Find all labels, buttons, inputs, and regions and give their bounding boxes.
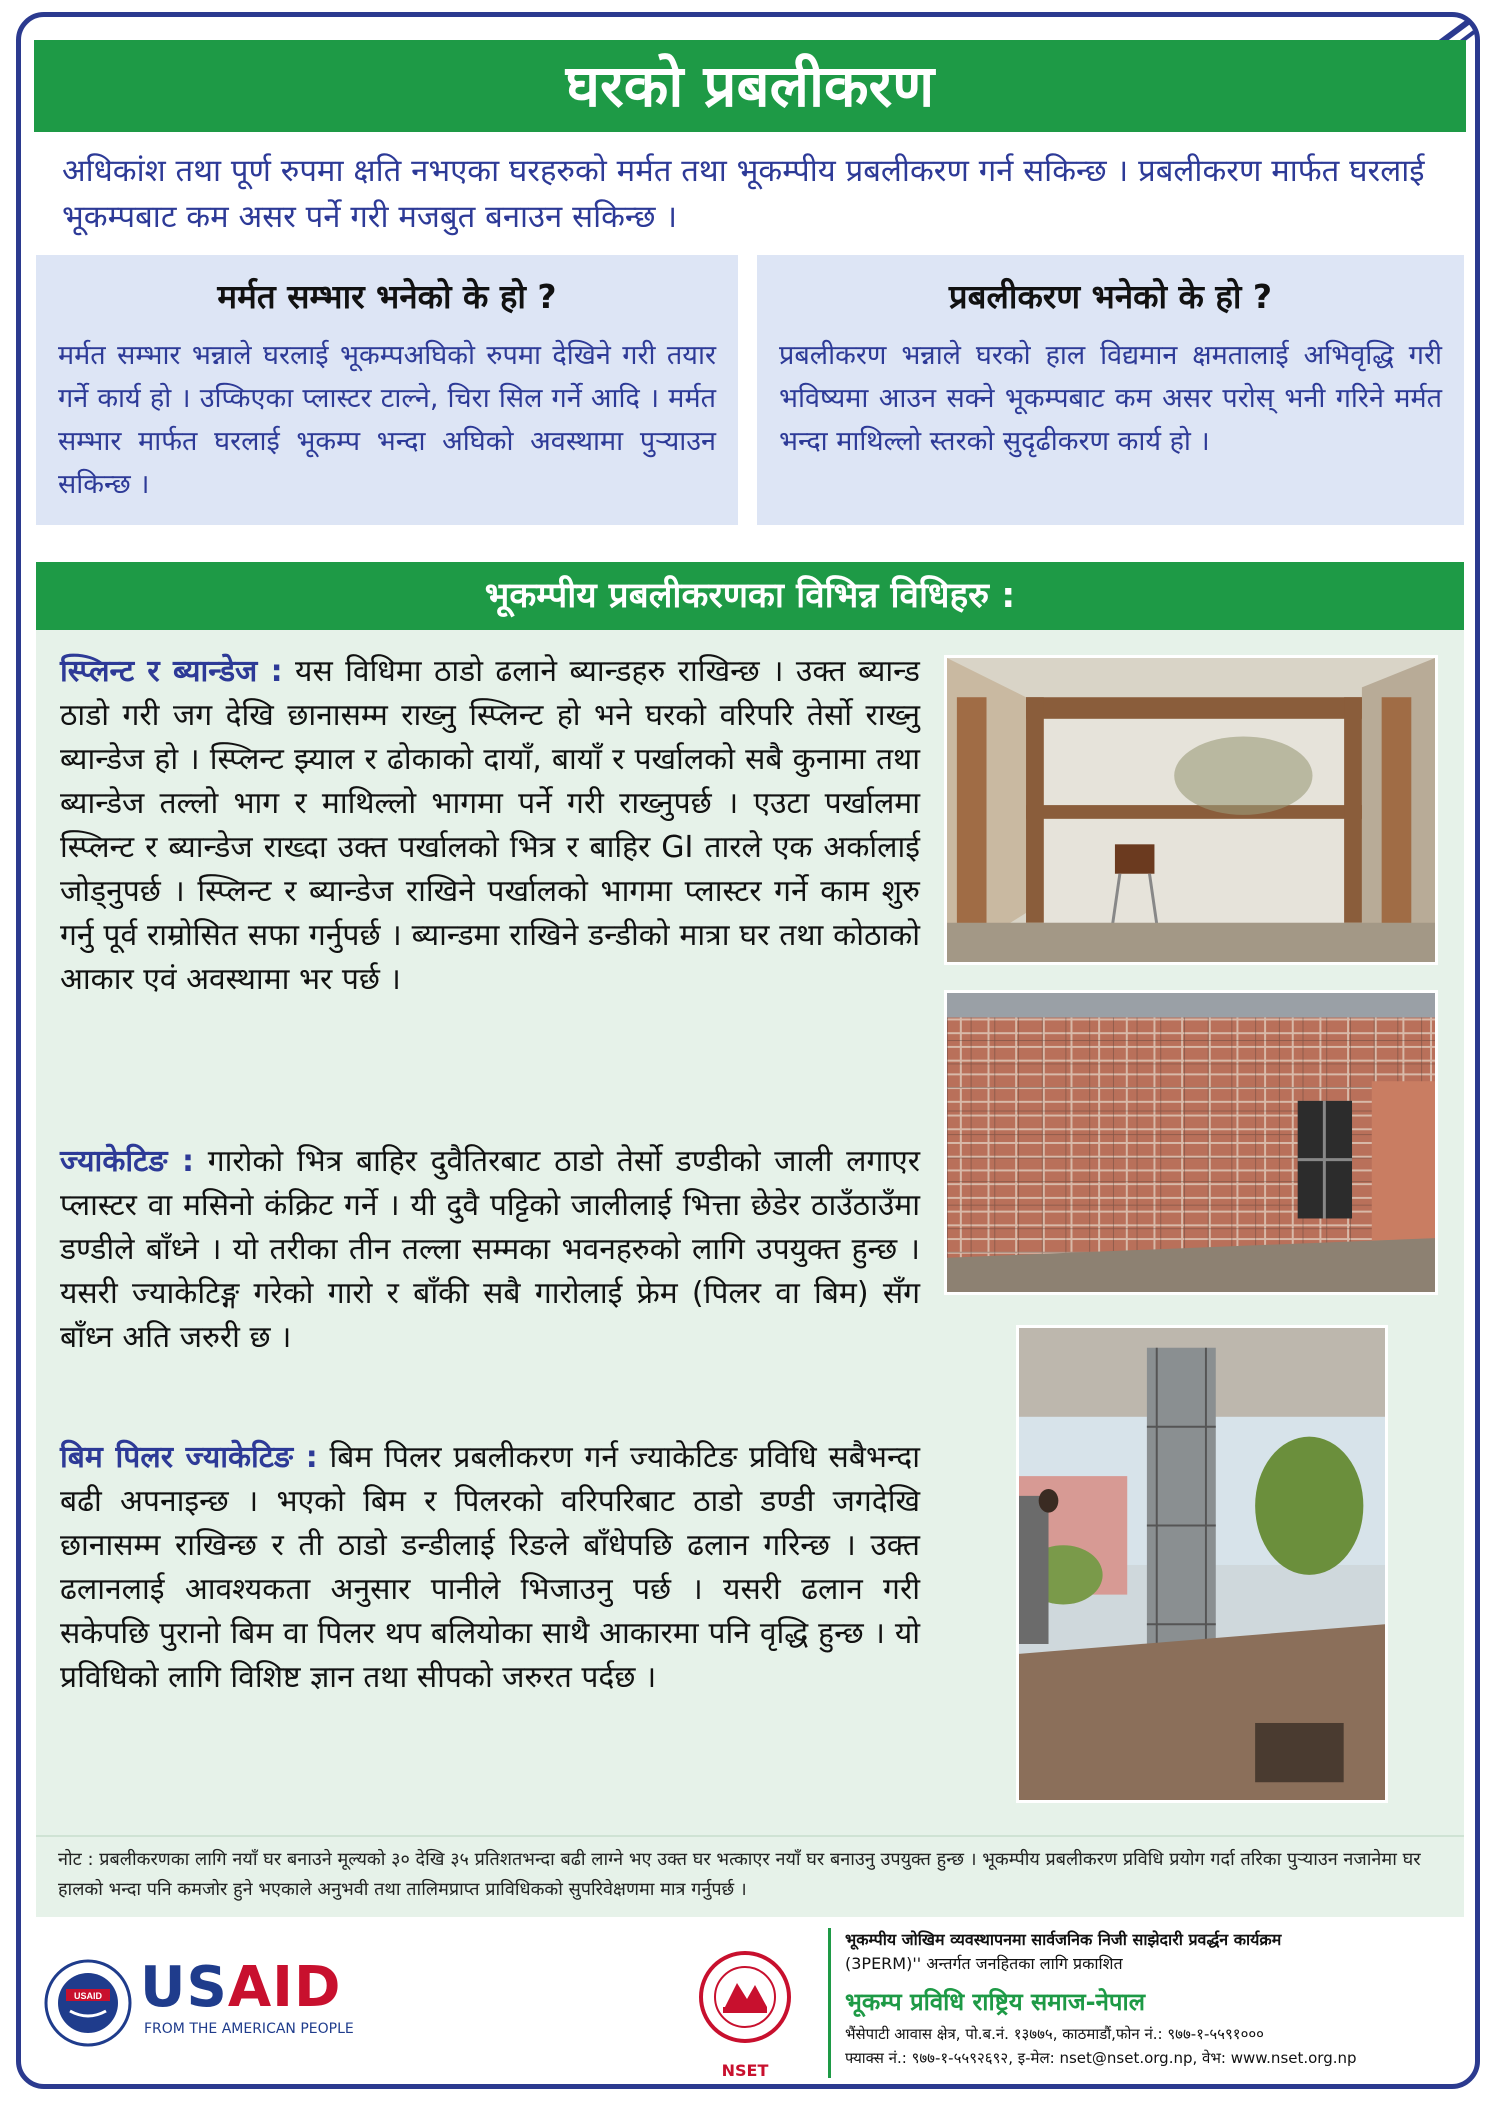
nset-seal-icon — [697, 1945, 793, 2055]
address-line2: फ्याक्स नं.: ९७७-१-५५९२६९२, इ-मेल: nset@nset.org.np, वेभ: www.nset.org.np — [845, 2049, 1357, 2067]
retrofit-box — [757, 255, 1464, 525]
program-line2: (3PERM)'' अन्तर्गत जनहितका लागि प्रकाशित — [845, 1954, 1123, 1973]
page-title: घरको प्रबलीकरण — [34, 40, 1466, 132]
usaid-word-aid: AID — [227, 1955, 342, 2020]
usaid-seal-icon — [44, 1959, 132, 2047]
photo-jacketing — [944, 990, 1438, 1295]
photo-splint-bandage — [944, 655, 1438, 965]
photo-beam-pillar-jacketing — [1016, 1325, 1388, 1803]
retrofit-heading: प्रबलीकरण भनेको के हो ? — [948, 277, 1273, 316]
repair-text: मर्मत सम्भार भन्नाले घरलाई भूकम्पअघिको रुपमा देखिने गरी तयार गर्ने कार्य हो । उप्किएका प्लास्टर टाल्ने, चिरा सिल गर्ने आदि । मर्मत सम्भार मार्फत घरलाई भूकम्प भन्दा अघिको अवस्थामा पुऱ्याउन सकिन्छ । — [58, 340, 716, 500]
nset-label: NSET — [721, 2061, 769, 2080]
usaid-word-us: US — [140, 1955, 228, 2020]
address-line1: भैंसेपाटी आवास क्षेत्र, पो.ब.नं. १३७७५, काठमाडौं,फोन नं.: ९७७-१-५५९१००० — [845, 2025, 1264, 2043]
nset-logo — [690, 1945, 800, 2085]
program-line1: भूकम्पीय जोखिम व्यवस्थापनमा सार्वजनिक निजी साझेदारी प्रवर्द्धन कार्यक्रम — [845, 1930, 1282, 1949]
method-head: स्प्लिन्ट र ब्यान्डेज : — [60, 654, 283, 689]
org-name: भूकम्प प्रविधि राष्ट्रिय समाज-नेपाल — [845, 1988, 1146, 2016]
method-splint-bandage — [60, 650, 920, 1002]
method-jacketing — [60, 1140, 920, 1360]
method-body: बिम पिलर प्रबलीकरण गर्न ज्याकेटिङ प्रविधि सबैभन्दा बढी अपनाइन्छ । भएको बिम र पिलरको वरिपरिबाट ठाडो डण्डी जगदेखि छानासम्म राखिन्छ र ती ठाडो डन्डीलाई रिङले बाँधेपछि ढलान गरिन्छ । उक्त ढलानलाई आवश्यकता अनुसार पानीले भिजाउनु पर्छ । यसरी ढलान गरी सकेपछि पुरानो बिम वा पिलर थप बलियोका साथै आकारमा पनि वृद्धि हुन्छ । यो प्रविधिको लागि विशिष्ट ज्ञान तथा सीपको जरुरत पर्दछ । — [60, 1440, 920, 1695]
publisher-info — [828, 1928, 1468, 2078]
usaid-seal-text: USAID — [73, 1991, 103, 2001]
method-beam-pillar — [60, 1436, 920, 1700]
repair-box — [36, 255, 738, 525]
usaid-tagline: FROM THE AMERICAN PEOPLE — [144, 2021, 354, 2037]
method-body: यस विधिमा ठाडो ढलाने ब्यान्डहरु राखिन्छ । उक्त ब्यान्ड ठाडो गरी जग देखि छानासम्म राख्नु स्प्लिन्ट हो भने घरको वरिपरि तेर्सो राख्नु ब्यान्डेज हो । स्प्लिन्ट झ्याल र ढोकाको दायाँ, बायाँ र पर्खालको सबै कुनामा तथा ब्यान्डेज तल्लो भाग र माथिल्लो भागमा पर्ने गरी राख्नुपर्छ । एउटा पर्खालमा स्प्लिन्ट र ब्यान्डेज राख्दा उक्त पर्खालको भित्र र बाहिर GI तारले एक अर्कालाई जोड्नुपर्छ । स्प्लिन्ट र ब्यान्डेज राखिने पर्खालको भागमा प्लास्टर गर्ने काम शुरु गर्नु पूर्व राम्रोसित सफा गर्नुपर्छ । ब्यान्डमा राखिने डन्डीको मात्रा घर तथा कोठाको आकार एवं अवस्थामा भर पर्छ । — [60, 654, 920, 997]
intro-text: अधिकांश तथा पूर्ण रुपमा क्षति नभएका घरहरुको मर्मत तथा भूकम्पीय प्रबलीकरण गर्न सकिन्छ । प्रबलीकरण मार्फत घरलाई भूकम्पबाट कम असर पर्ने गरी मजबुत बनाउन सकिन्छ । — [62, 153, 1425, 235]
method-head: बिम पिलर ज्याकेटिङ : — [60, 1440, 318, 1475]
retrofit-text: प्रबलीकरण भन्नाले घरको हाल विद्यमान क्षमतालाई अभिवृद्धि गरी भविष्यमा आउन सक्ने भूकम्पबाट कम असर परोस् भनी गरिने मर्मत भन्दा माथिल्लो स्तरको सुदृढीकरण कार्य हो । — [779, 340, 1442, 457]
repair-heading: मर्मत सम्भार भनेको के हो ? — [217, 277, 557, 316]
methods-heading: भूकम्पीय प्रबलीकरणका विभिन्न विधिहरु : — [36, 562, 1464, 630]
usaid-wordmark — [140, 1955, 341, 2020]
method-body: गारोको भित्र बाहिर दुवैतिरबाट ठाडो तेर्सो डण्डीको जाली लगाएर प्लास्टर वा मसिनो कंक्रिट गर्ने । यी दुवै पट्टिको जालीलाई भित्ता छेडेर ठाउँठाउँमा डण्डीले बाँध्ने । यो तरीका तीन तल्ला सम्मका भवनहरुको लागि उपयुक्त हुन्छ । यसरी ज्याकेटिङ्ग गरेको गारो र बाँकी सबै गारोलाई फ्रेम (पिलर वा बिम) सँग बाँध्न अति जरुरी छ । — [60, 1144, 920, 1355]
method-head: ज्याकेटिङ : — [60, 1144, 194, 1179]
usaid-logo — [44, 1955, 364, 2055]
note-text: नोट : प्रबलीकरणका लागि नयाँ घर बनाउने मूल्यको ३० देखि ३५ प्रतिशतभन्दा बढी लाग्ने भए उक्त घर भत्काएर नयाँ घर बनाउनु उपयुक्त हुन्छ । भूकम्पीय प्रबलीकरण प्रविधि प्रयोग गर्दा तरिका पुऱ्याउन नजानेमा घर हालको भन्दा पनि कमजोर हुने भएकाले अनुभवी तथा तालिमप्राप्त प्राविधिकको सुपरिवेक्षणमा मात्र गर्नुपर्छ । — [36, 1835, 1464, 1917]
